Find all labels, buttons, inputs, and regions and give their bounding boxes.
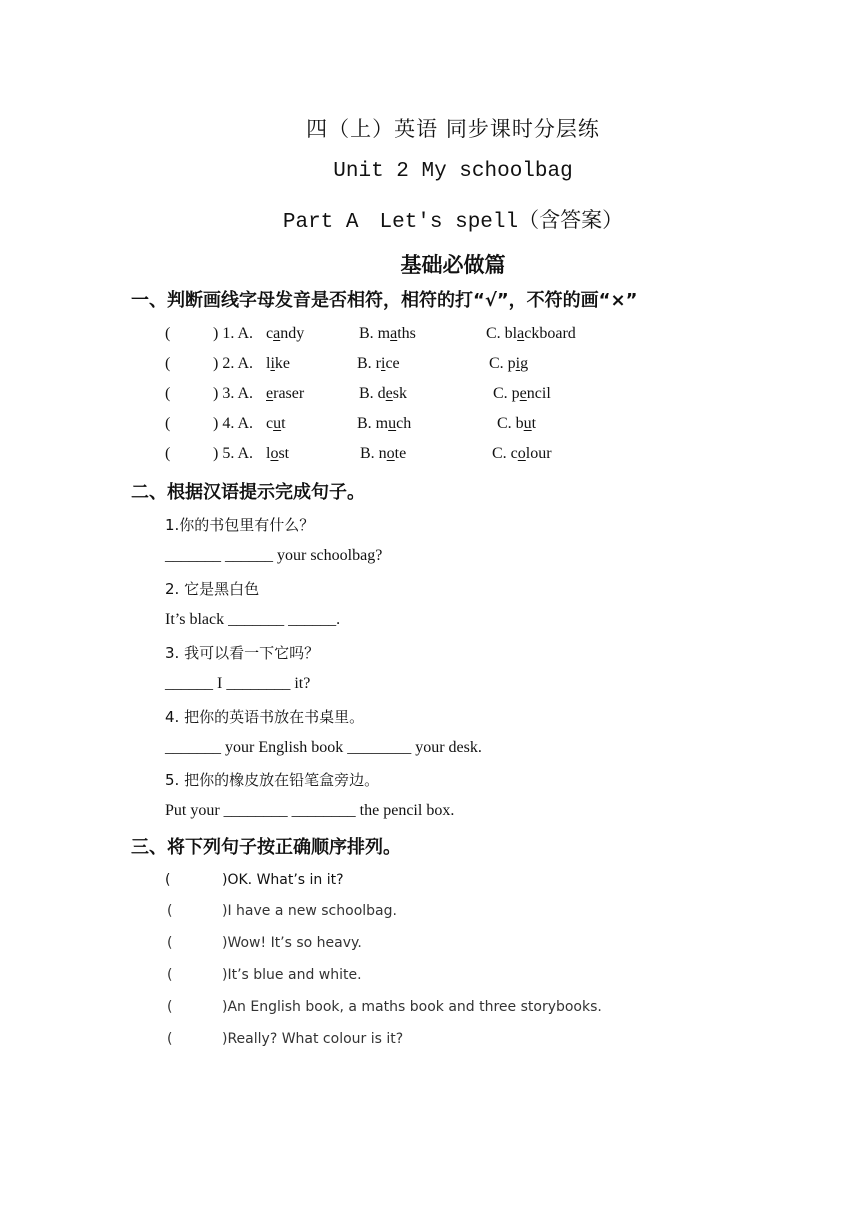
answer-paren[interactable]: ( [167, 935, 173, 951]
section-1-heading: 一、判断画线字母发音是否相符，相符的打“√”，不符的画“×” [131, 290, 638, 311]
answer-paren[interactable]: ( [165, 872, 171, 888]
prompt-cn-2: 2. 它是黑白色 [165, 580, 260, 598]
order-item-1 [0, 872, 860, 892]
phonics-question-1 [0, 325, 860, 345]
answer-paren[interactable]: ( [165, 415, 171, 432]
answer-paren[interactable]: ( [167, 903, 173, 919]
question-number: ) 1. A. [213, 325, 253, 342]
option-c: C. blackboard [486, 325, 576, 342]
answer-paren[interactable]: ( [165, 355, 171, 372]
fill-in-sentence-5[interactable]: Put your ________ ________ the pencil box. [165, 802, 455, 819]
option-a: candy [266, 325, 305, 342]
option-c: C. but [497, 415, 537, 432]
phonics-question-5 [0, 445, 860, 465]
dialogue-line: )Wow! It’s so heavy. [222, 935, 362, 951]
option-c: C. pencil [493, 385, 551, 402]
dialogue-line: )I have a new schoolbag. [222, 903, 397, 919]
answer-paren[interactable]: ( [167, 999, 173, 1015]
dialogue-line: )Really? What colour is it? [222, 1031, 404, 1047]
answer-paren[interactable]: ( [165, 325, 171, 342]
option-b: B. rice [357, 355, 400, 372]
unit-title: Unit 2 My schoolbag [333, 160, 573, 183]
order-item-2 [0, 903, 860, 923]
prompt-cn-4: 4. 把你的英语书放在书桌里。 [165, 708, 365, 726]
answer-paren[interactable]: ( [165, 445, 171, 462]
order-item-3 [0, 935, 860, 955]
prompt-cn-5: 5. 把你的橡皮放在铅笔盒旁边。 [165, 771, 380, 789]
answer-paren[interactable]: ( [165, 385, 171, 402]
option-a: like [266, 355, 291, 372]
section-2-heading: 二、根据汉语提示完成句子。 [131, 482, 365, 503]
option-b: B. desk [359, 385, 408, 402]
prompt-cn-1: 1.你的书包里有什么？ [165, 516, 315, 534]
phonics-question-3 [0, 385, 860, 405]
dialogue-line: )An English book, a maths book and three storybooks. [222, 999, 602, 1015]
answer-paren[interactable]: ( [167, 1031, 173, 1047]
fill-in-sentence-1[interactable]: _______ ______ your schoolbag? [165, 547, 383, 564]
option-a: lost [266, 445, 290, 462]
option-c: C. colour [492, 445, 552, 462]
fill-in-sentence-3[interactable]: ______ I ________ it? [165, 675, 311, 692]
order-item-4 [0, 967, 860, 987]
option-a: eraser [266, 385, 305, 402]
phonics-question-2 [0, 355, 860, 375]
fill-in-sentence-2[interactable]: It’s black _______ ______. [165, 611, 341, 628]
order-item-6 [0, 1031, 860, 1051]
part-title: Part A Let's spell（含答案） [282, 211, 624, 234]
option-a: cut [266, 415, 286, 432]
dialogue-line: )OK. What’s in it? [222, 872, 344, 888]
fill-in-sentence-4[interactable]: _______ your English book ________ your desk. [165, 739, 482, 756]
worksheet-title: 四（上）英语 同步课时分层练 [306, 117, 600, 141]
answer-paren[interactable]: ( [167, 967, 173, 983]
option-b: B. maths [359, 325, 416, 342]
question-number: ) 3. A. [213, 385, 253, 402]
option-b: B. note [360, 445, 407, 462]
order-item-5 [0, 999, 860, 1019]
level-title: 基础必做篇 [400, 253, 506, 277]
phonics-question-4 [0, 415, 860, 435]
dialogue-line: )It’s blue and white. [222, 967, 362, 983]
prompt-cn-3: 3. 我可以看一下它吗？ [165, 644, 320, 662]
question-number: ) 4. A. [213, 415, 253, 432]
option-b: B. much [357, 415, 412, 432]
section-3-heading: 三、将下列句子按正确顺序排列。 [131, 837, 401, 858]
question-number: ) 5. A. [213, 445, 253, 462]
question-number: ) 2. A. [213, 355, 253, 372]
option-c: C. pig [489, 355, 529, 372]
